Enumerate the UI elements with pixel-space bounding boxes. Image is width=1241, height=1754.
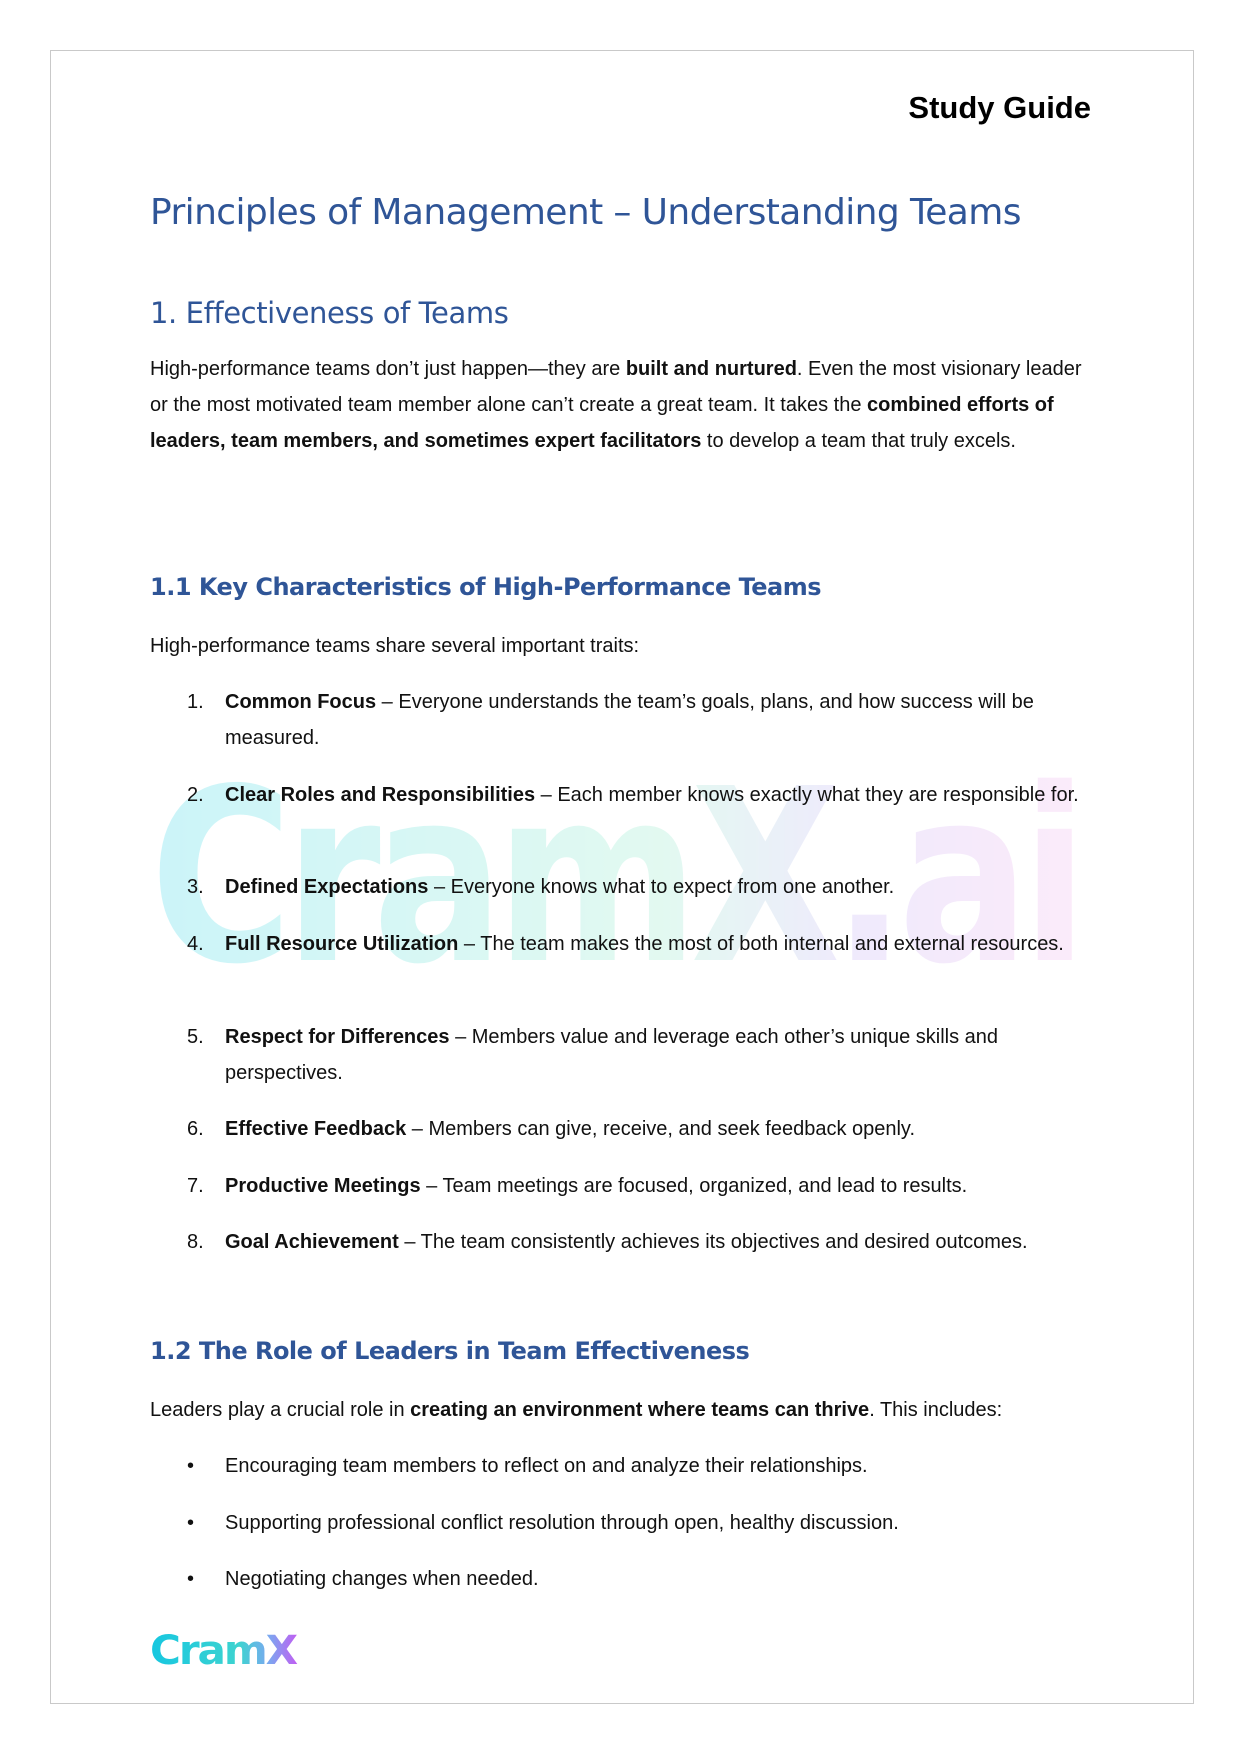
bullet-item: • Negotiating changes when needed. [187,1568,539,1590]
cramx-logo [150,1624,300,1672]
list-item: 5. Respect for Differences – Members value and leverage each other’s unique skills and perspectives. [187,1026,999,1084]
section-heading-1-1: 1.1 Key Characteristics of High-Performance Teams [150,573,822,601]
svg-text:CramX.ai: CramX.ai [150,760,1080,990]
section-1-1-intro: High-performance teams share several important traits: [150,635,640,657]
section-1-2-intro: Leaders play a crucial role in creating an environment where teams can thrive. This includes: [150,1399,1003,1421]
list-item: 8. Goal Achievement – The team consistently achieves its objectives and desired outcomes. [187,1231,1028,1253]
list-item: 4. Full Resource Utilization – The team makes the most of both internal and external resources. [187,933,1064,955]
list-item: 2. Clear Roles and Responsibilities – Each member knows exactly what they are responsible for. [187,784,1079,806]
section-heading-1-2: 1.2 The Role of Leaders in Team Effectiveness [150,1337,750,1365]
list-item: 1. Common Focus – Everyone understands the team’s goals, plans, and how success will be measured. [187,691,1034,749]
list-item: 3. Defined Expectations – Everyone knows what to expect from one another. [187,876,895,898]
list-item: 6. Effective Feedback – Members can give, receive, and seek feedback openly. [187,1118,916,1140]
list-item: 7. Productive Meetings – Team meetings are focused, organized, and lead to results. [187,1175,968,1197]
bullet-item: • Encouraging team members to reflect on and analyze their relationships. [187,1455,868,1477]
page-title: Principles of Management – Understanding Teams [150,192,1021,233]
section-heading-1: 1. Effectiveness of Teams [150,296,509,330]
section-1-paragraph: High-performance teams don’t just happen—they are built and nurtured. Even the most visionary leader or the most motivated team member alone can’t create a great team. It takes the combined efforts of leaders, team members, and sometimes expert facilitators to develop a team that truly excels. [150,358,1082,452]
svg-text:CramX: CramX [150,1628,299,1672]
document-label: Study Guide [908,90,1091,125]
bullet-item: • Supporting professional conflict resolution through open, healthy discussion. [187,1512,899,1534]
